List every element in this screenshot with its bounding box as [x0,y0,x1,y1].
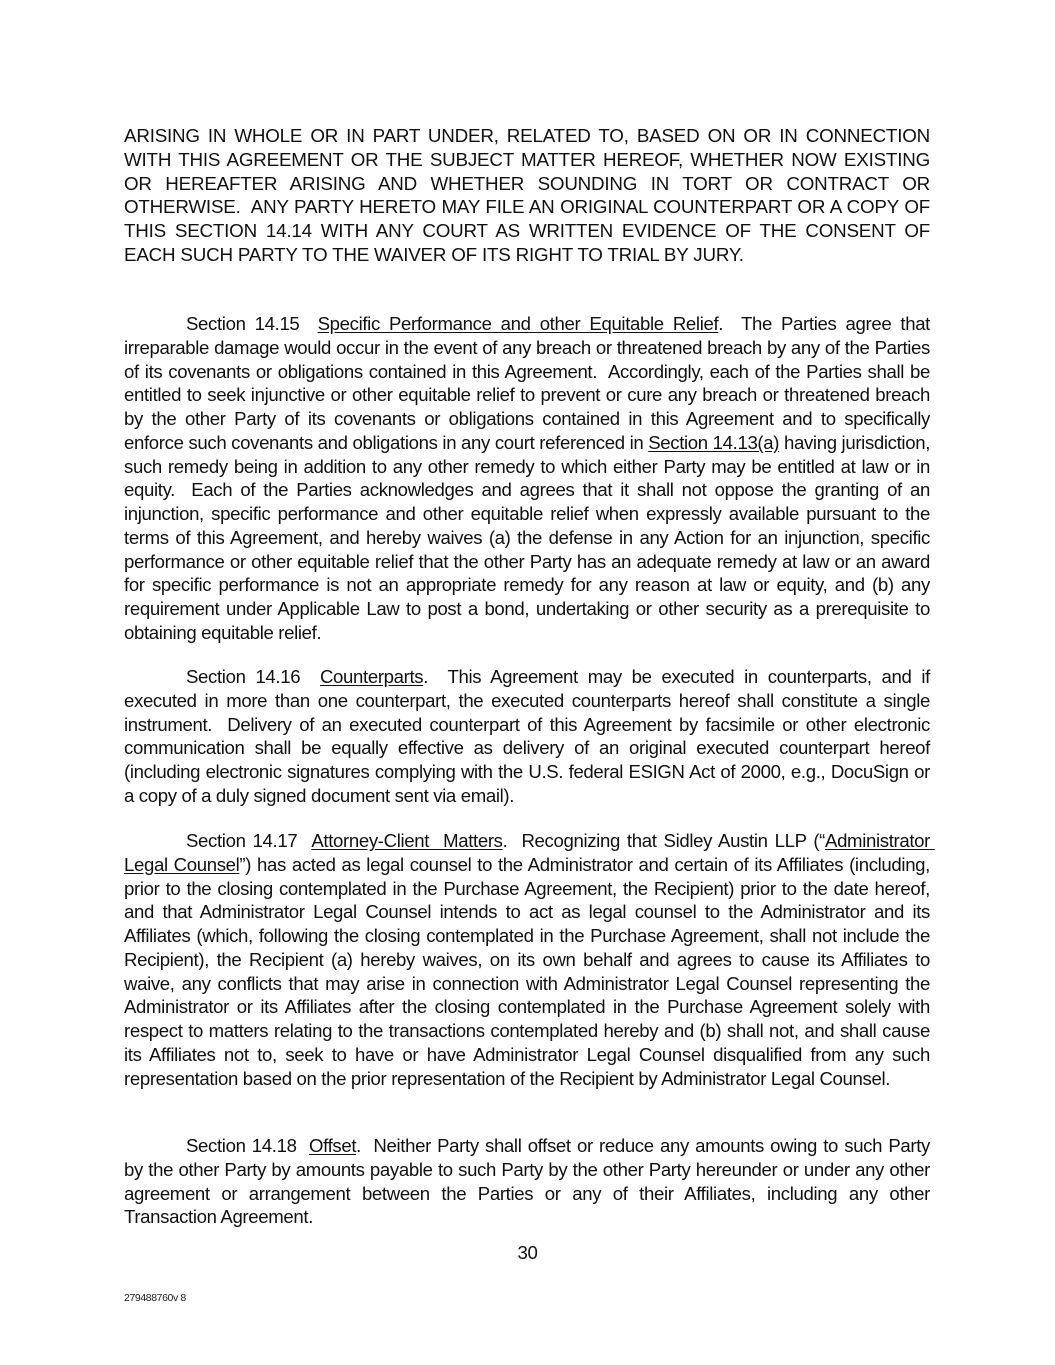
jury-waiver-continuation: ARISING IN WHOLE OR IN PART UNDER, RELATED TO, BASED ON OR IN CONNECTION WITH THIS AGREEMENT OR THE SUBJECT MATTER HEREOF, WHETHER NOW EXISTING OR HEREAFTER ARISING AND WHETHER SOUNDING IN TORT OR CONTRACT OR OTHERWISE. ANY PARTY HERETO MAY FILE AN ORIGINAL COUNTERPART OR A COPY OF THIS SECTION 14.14 WITH ANY COURT AS WRITTEN EVIDENCE OF THE CONSENT OF EACH SUCH PARTY TO THE WAIVER OF ITS RIGHT TO TRIAL BY JURY. [124,125,936,265]
section-14-18-title: Offset [309,1135,357,1156]
section-14-15-number: Section 14.15 [186,313,300,334]
section-14-17-paragraph [124,829,935,1090]
spacer [300,666,320,687]
section-14-16-body: This Agreement may be executed in counterparts, and if executed in more than one counterpart, the executed counterparts hereof shall constitute a single instrument. Delivery of an executed counterpart of this Agreement by facsimile or other electronic communication shall be equally effective as delivery of an original executed counterpart hereof (including electronic signatures complying with the U.S. federal ESIGN Act of 2000, e.g., DocuSign or a copy of a duly signed document sent via email). [124,666,935,806]
section-14-15-body-part1: The Parties agree that irreparable damage would occur in the event of any breach or threatened breach by any of the Parties of its covenants or obligations contained in this Agreement. Accordingly, each of the Parties shall be entitled to seek injunctive or other equitable relief to prevent or cure any breach or threatened breach by the other Party of its covenants or obligations contained in this Agreement and to specifically enforce such covenants and obligations in any court referenced in [124,313,935,453]
section-14-17-body-part1: Recognizing that Sidley Austin LLP (“ [507,830,826,851]
title-period: . [423,666,429,687]
defined-term-administrator-legal-counsel: Administrator Legal Counsel [124,830,935,875]
spacer [299,313,317,334]
title-period: . [502,830,508,851]
document-id-footer: 279488760v 8 [124,1292,186,1304]
section-14-15-paragraph [124,312,935,645]
section-14-15-body-part2: having jurisdiction, such remedy being in addition to any other remedy to which either Party may be entitled at law or in equity. Each of the Parties acknowledges and agrees that it shall not oppose the granting of an injunction, specific performance and other equitable relief when expressly available pursuant to the terms of this Agreement, and hereby waives (a) the defense in any Action for an injunction, specific performance or other equitable relief that the other Party has an adequate remedy at law or an award for specific performance is not an appropriate remedy for any reason at law or equity, and (b) any requirement under Applicable Law to post a bond, undertaking or other security as a prerequisite to obtaining equitable relief. [124,431,935,643]
page-number: 30 [517,1242,538,1263]
section-14-18-number: Section 14.18 [186,1135,297,1156]
title-period: . [718,313,724,334]
section-14-16-title: Counterparts [319,666,424,687]
section-14-16-number: Section 14.16 [186,666,301,687]
section-14-17-title: Attorney-Client Matters [311,830,503,851]
cross-reference-section-14-13a[interactable]: Section 14.13(a) [648,431,780,453]
section-14-18-paragraph [124,1134,935,1229]
section-14-16-paragraph [124,665,935,808]
spacer [297,1135,309,1156]
spacer [297,830,311,851]
section-14-17-number: Section 14.17 [186,830,298,851]
section-14-15-title: Specific Performance and other Equitable Relief [317,313,719,334]
section-14-17-body-part2: ”) has acted as legal counsel to the Administrator and certain of its Affiliates (including, prior to the closing contemplated in the Purchase Agreement, the Recipient) prior to the date hereof, and that Administrator Legal Counsel intends to act as legal counsel to the Administrator and its Affiliates (which, following the closing contemplated in the Purchase Agreement, shall not include the Recipient), the Recipient (a) hereby waives, on its own behalf and agrees to cause its Affiliates to waive, any conflicts that may arise in connection with Administrator Legal Counsel representing the Administrator or its Affiliates after the closing contemplated in the Purchase Agreement solely with respect to matters relating to the transactions contemplated hereby and (b) shall not, and shall cause its Affiliates not to, seek to have or have Administrator Legal Counsel disqualified from any such representation based on the prior representation of the Recipient by Administrator Legal Counsel. [124,853,935,1089]
section-14-18-body: Neither Party shall offset or reduce any amounts owing to such Party by the other Party by amounts payable to such Party by the other Party hereunder or under any other agreement or arrangement between the Parties or any of their Affiliates, including any other Transaction Agreement. [124,1135,935,1228]
title-period: . [356,1135,361,1156]
